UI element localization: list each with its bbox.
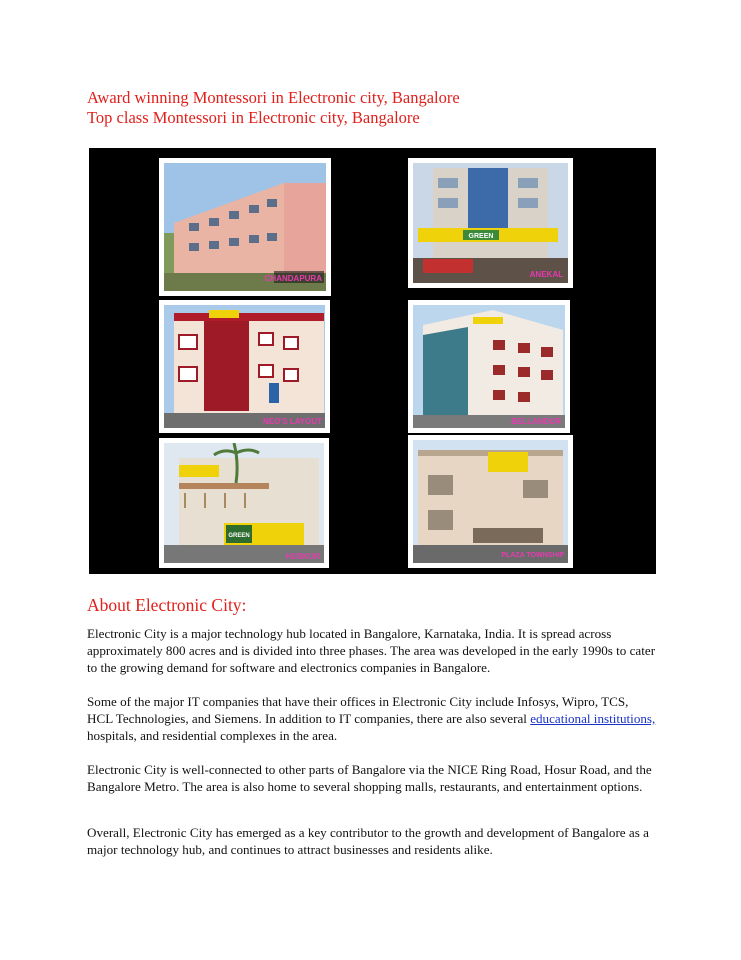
- branch-photo-collage: [89, 148, 656, 574]
- building-image: [413, 163, 568, 283]
- school-sign-text: GREEN: [468, 233, 494, 240]
- branch-label-huskur: HUSKUR: [285, 552, 320, 561]
- branch-label-neos-layout: NEO'S LAYOUT: [263, 417, 322, 426]
- branch-photo-huskur: [159, 438, 329, 568]
- paragraph-text: Some of the major IT companies that have their offices in Electronic City include Infosys, Wipro, TCS, HCL Technologies, and Siemens. In addition to IT companies, there are also several: [87, 694, 629, 726]
- branch-photo-neos-layout: [159, 300, 330, 433]
- branch-photo-anekal: [408, 158, 573, 288]
- branch-label-bellandur: BELLANDUR: [511, 417, 561, 426]
- educational-institutions-link[interactable]: educational institutions,: [530, 711, 656, 726]
- about-paragraph-3: Electronic City is well-connected to other parts of Bangalore via the NICE Ring Road, Hosur Road, and the Bangalore Metro. The area is also home to several shopping malls, restaurants, and entertainment options.: [87, 762, 652, 794]
- building-image: [164, 305, 325, 428]
- branch-photo-plaza-township: [408, 435, 573, 568]
- about-paragraph-4: Overall, Electronic City has emerged as a key contributor to the growth and development of Bangalore as a major technology hub, and continues to attract businesses and residents alike.: [87, 825, 649, 857]
- page-title-line-1: Award winning Montessori in Electronic city, Bangalore: [87, 88, 460, 107]
- branch-photo-chandapura: [159, 158, 331, 296]
- building-image: [413, 440, 568, 563]
- building-image: [164, 443, 324, 563]
- school-sign-text: GREEN: [228, 533, 250, 539]
- building-image: [164, 163, 326, 291]
- about-paragraph-1: Electronic City is a major technology hub located in Bangalore, Karnataka, India. It is spread across approximately 800 acres and is divided into three phases. The area was developed in the early 1990s to cater to the growing demand for software and electronics companies in Bangalore.: [87, 626, 656, 675]
- page-title-line-2: Top class Montessori in Electronic city, Bangalore: [87, 108, 420, 127]
- about-heading: About Electronic City:: [87, 595, 247, 615]
- branch-label-anekal: ANEKAL: [529, 270, 563, 279]
- branch-photo-bellandur: [408, 300, 570, 433]
- branch-label-chandapura: CHANDAPURA: [264, 274, 322, 283]
- building-image: [413, 305, 565, 428]
- about-paragraph-2: [87, 693, 657, 744]
- branch-label-plaza-township: PLAZA TOWNSHIP: [501, 552, 564, 559]
- paragraph-text: hospitals, and residential complexes in the area.: [87, 728, 338, 743]
